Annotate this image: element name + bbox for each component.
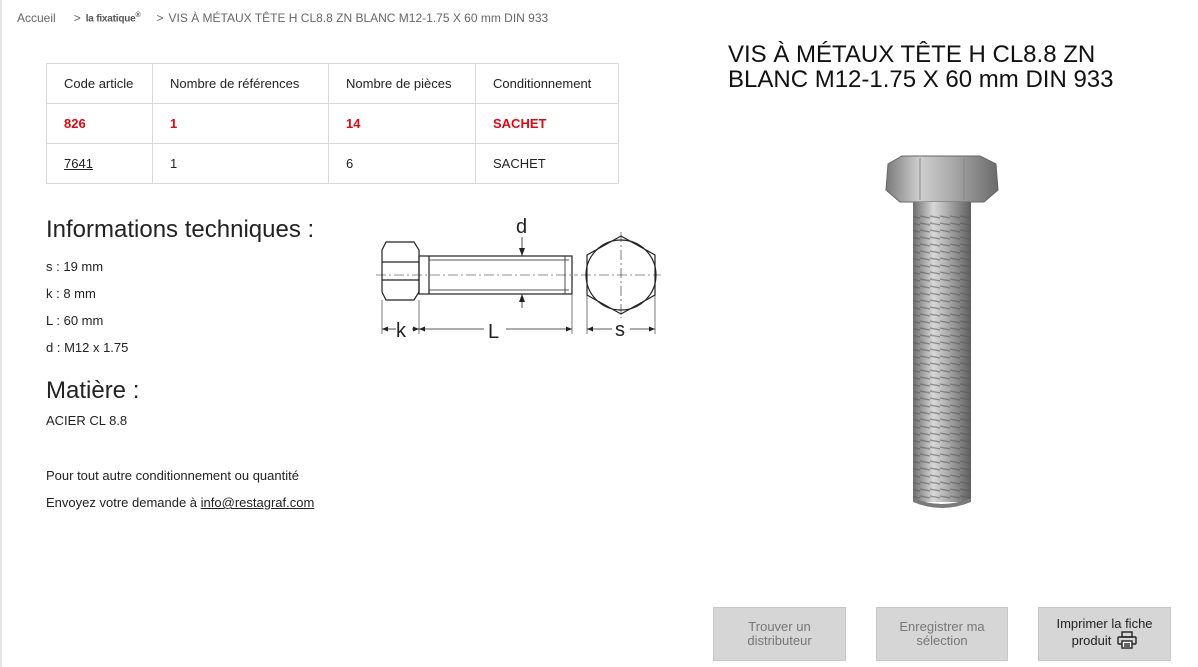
label-l: L bbox=[488, 321, 500, 342]
tech-item-d: d : M12 x 1.75 bbox=[46, 340, 129, 355]
print-sheet-label-1: Imprimer la fiche bbox=[1056, 615, 1153, 631]
cell-conditionnement: SACHET bbox=[476, 104, 619, 144]
cell-code bbox=[47, 144, 153, 184]
breadcrumb-current: VIS À MÉTAUX TÊTE H CL8.8 ZN BLANC M12-1.75 X 60 mm DIN 933 bbox=[168, 11, 549, 25]
header-conditionnement: Conditionnement bbox=[476, 64, 619, 104]
breadcrumb-brand-link[interactable] bbox=[86, 12, 141, 24]
brand-name: la fixatique bbox=[85, 13, 136, 25]
breadcrumb-separator: > bbox=[73, 11, 81, 25]
header-nombre-pieces: Nombre de pièces bbox=[329, 64, 476, 104]
table-row-selected[interactable] bbox=[47, 104, 619, 144]
cell-conditionnement: SACHET bbox=[476, 144, 619, 184]
tech-info-title: Informations techniques : bbox=[46, 216, 315, 243]
save-selection-label-2: sélection bbox=[916, 633, 968, 648]
contact-email-line bbox=[46, 495, 314, 510]
find-distributor-label-1: Trouver un bbox=[748, 619, 811, 634]
technical-drawing-svg bbox=[376, 212, 662, 342]
breadcrumb-home-link[interactable]: Accueil bbox=[17, 11, 56, 25]
cell-references: 1 bbox=[153, 144, 329, 184]
table-row[interactable] bbox=[47, 144, 619, 184]
header-code-article: Code article bbox=[47, 64, 153, 104]
brand-registered-mark: ® bbox=[135, 11, 141, 19]
header-nombre-references: Nombre de références bbox=[153, 64, 329, 104]
print-sheet-label-2: produit bbox=[1071, 633, 1112, 648]
tech-item-l: L : 60 mm bbox=[46, 313, 104, 328]
references-table bbox=[46, 63, 619, 184]
tech-info-list bbox=[46, 253, 128, 361]
print-sheet-button[interactable] bbox=[1038, 607, 1171, 661]
left-edge-border bbox=[0, 0, 2, 667]
product-image bbox=[880, 152, 1004, 517]
cell-pieces: 6 bbox=[329, 144, 476, 184]
contact-email-prefix: Envoyez votre demande à bbox=[46, 495, 201, 510]
tech-item-k: k : 8 mm bbox=[46, 286, 96, 301]
code-article-link[interactable]: 7641 bbox=[64, 156, 93, 171]
print-sheet-row bbox=[1072, 631, 1138, 652]
find-distributor-button[interactable] bbox=[713, 607, 846, 661]
cell-pieces: 14 bbox=[329, 104, 476, 144]
table-header-row bbox=[47, 64, 619, 104]
printer-icon bbox=[1117, 631, 1137, 652]
save-selection-button[interactable] bbox=[876, 607, 1008, 661]
label-s: s bbox=[615, 319, 625, 341]
breadcrumb-separator: > bbox=[156, 11, 164, 25]
tech-item-s: s : 19 mm bbox=[46, 259, 104, 274]
contact-note: Pour tout autre conditionnement ou quantité bbox=[46, 468, 299, 483]
save-selection-label-1: Enregistrer ma bbox=[899, 619, 985, 634]
material-title: Matière : bbox=[46, 377, 140, 404]
cell-code: 826 bbox=[47, 104, 153, 144]
cell-references: 1 bbox=[153, 104, 329, 144]
find-distributor-label-2: distributeur bbox=[747, 633, 812, 648]
bolt-technical-drawing bbox=[376, 212, 662, 347]
bolt-photo bbox=[880, 152, 1004, 512]
breadcrumb bbox=[17, 11, 548, 25]
label-k: k bbox=[396, 320, 406, 342]
contact-email-link[interactable]: info@restagraf.com bbox=[200, 495, 315, 510]
material-value: ACIER CL 8.8 bbox=[46, 413, 128, 428]
product-title: VIS À MÉTAUX TÊTE H CL8.8 ZN BLANC M12-1.75 X 60 mm DIN 933 bbox=[728, 41, 1114, 93]
label-d: d bbox=[516, 216, 528, 238]
